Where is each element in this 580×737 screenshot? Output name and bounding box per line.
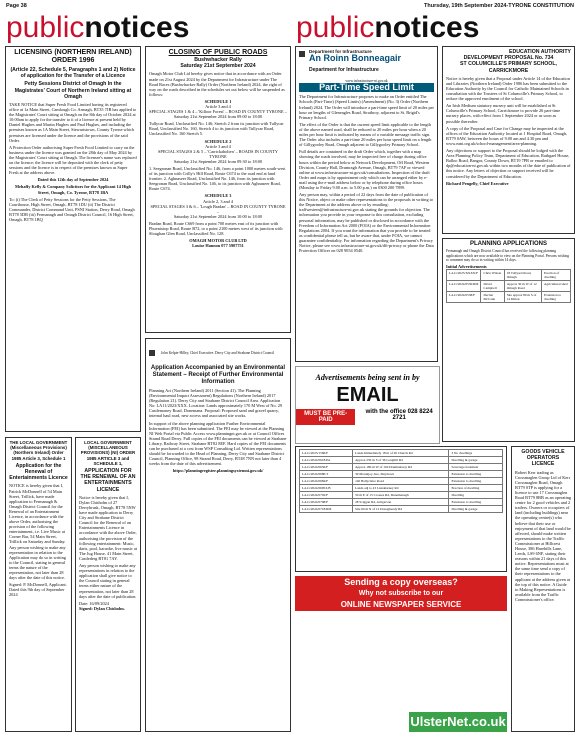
- banner-word-notices-2: notices: [374, 11, 480, 44]
- schedule2-details: 1. Seegronan Road, Unclassified No. 146, from a point 1000 metres south-west of its junction with Crilly's Hill Road, Route C674 to the road end at land frontier. 2. Aghnaseer Road, Unclassified No. 146, from its junction with Seegronan Road, Unclassified No. 146, to its junction with Aghnaseer Road, Route C674.: [149, 166, 286, 192]
- fodc-cell: LA11/2024/0558/F: [447, 292, 481, 303]
- ent2-signed: Signed: Dylan Chisholm.: [79, 605, 125, 611]
- table-row: [447, 281, 571, 292]
- schedule2-stage: SPECIAL STAGES 2 & 5 – 'Carrickaholten' – ROADS IN COUNTY TYRONE: [158, 148, 278, 159]
- ent2-sub: APPLICATION FOR THE RENEWAL OF AN ENTERTAINMENTS LICENCE: [80, 468, 136, 493]
- fodc-planning-applications: [442, 238, 575, 442]
- schedule2-time: Saturday 21st September 2024 from 09:30 to 18:00: [173, 158, 263, 164]
- schedule2-article: Article 3 and 4: [205, 143, 231, 149]
- dfi-logos: [299, 49, 434, 79]
- dcs-cell: Extension to dwelling: [449, 478, 503, 485]
- dfi-url[interactable]: www.infrastructure-ni.gov.uk: [345, 79, 388, 83]
- licensing-body1: TAKE NOTICE that Super Fresh Food Limited having its registered office at 1a Main Street, Camlough Co. Armagh, BT35 7JB has applied to the Magistrates' Court sitting at Omagh on the 8th day of October 2024 at 10:00am to apply for the transfer to it of a licence at present held by Daniel Hughes and Martin Hughes and Paul Hughes, and including the premises known as 1A Main Street, Stewartstown, County Tyrone which premises are licensed under the licence and the provisions of the said Order.: [9, 102, 137, 143]
- email-advert-word: EMAIL: [336, 384, 399, 406]
- ea-signatory: Richard Pengelly, Chief Executive: [446, 180, 509, 186]
- banner-word-notices: notices: [84, 11, 190, 44]
- dcs-cell: Erection of dwelling: [449, 485, 503, 492]
- licensing-notice: [5, 46, 141, 432]
- education-authority-notice: [442, 46, 575, 234]
- initial-adverts-heading: Initial Advertisements: [446, 264, 487, 270]
- dfi-name-2: Department for Infrastructure: [309, 67, 379, 73]
- road-closing-title: CLOSING OF PUBLIC ROADS: [168, 49, 268, 56]
- table-row: [447, 292, 571, 303]
- table-row: [300, 457, 503, 464]
- speed-limit-notice: [295, 46, 438, 362]
- table-row: [300, 499, 503, 506]
- speed-limit-body3: Full details are contained in the draft Order which, together with a map showing the roads involved, may be inspected free of charge during office hours within the period below at Network Development, Off Road, Western Division, County Hall, Drumragh Avenue, Omagh, BT79 7AF or viewed online at www.infrastructure-ni.gov.uk/consultations. Inspection of the draft Order and maps is by appointment only which can be arranged either by e-mail using the e-mail address below or by telephone during office hours (Monday to Friday 9.00 a.m. to 5.00 p.m.) on 0300 200 7899.: [299, 149, 430, 190]
- eia-body2: In support of the above planning application Further Environmental Information (FEI) has been submitted. The FEI may be viewed at the Planning NI Web Portal via Public Access www.planningni.gov.uk or at Council Offices Strand Road Derry. Full copies of the FEI documents can be viewed at Strabane Library, Railway Street, Strabane BT82 8EF. Hard copies of the FEI documents can be purchased at a cost from WSP Consulting Ltd. Written representations should be forwarded to the Head of Planning, Derry City and Strabane District Council, Planning Office, 98 Strand Road, Derry, BT48 7NN not later than 4 weeks from the date of this advertisement.: [149, 420, 287, 467]
- prepaid-label: MUST BE PRE-PAID: [296, 409, 355, 425]
- dcs-cell: LA11/2024/0702/F: [300, 492, 353, 499]
- table-row: [447, 270, 571, 281]
- fodc-cell: David Campbell: [481, 281, 504, 292]
- overseas-line3: ONLINE NEWSPAPER SERVICE: [340, 600, 462, 609]
- eia-planning-notice: [145, 338, 291, 732]
- planning-applications-title: PLANNING APPLICATIONS: [469, 241, 547, 247]
- dcs-cell: Dwelling: [449, 492, 503, 499]
- ent2-body2: Any person wishing to make any representations in relation to the application shall give notice to the Council stating in general terms either nature of the representation, not later than 28 days after the date of publication.: [79, 563, 137, 599]
- table-row: [300, 450, 503, 457]
- schedule3-time: Saturday 21st September 2024 from 10:00 to 18:00: [173, 213, 263, 219]
- goods-vehicle-notice: [511, 446, 575, 732]
- overseas-line2: Why not subscribe to our: [358, 590, 444, 597]
- fodc-cell: Agricultural shed: [542, 281, 571, 292]
- fodc-cell: Site approx 80 m S of 14 Killen: [504, 292, 541, 303]
- dcs-cell: Extension to dwelling: [449, 499, 503, 506]
- dcs-cell: LA11/2024/0656/F: [300, 464, 353, 471]
- ent2-date: Date: 16/09/2024: [79, 600, 109, 606]
- planning-applications-intro: Fermanagh and Omagh District Council has received the following planning applications which are now available to view on the Planning Portal. Persons wishing to comment may do so in writing within 14 days.: [446, 249, 570, 262]
- dfi-logo-icon: [299, 51, 305, 57]
- ea-body1: Notice is hereby given that a Proposal under Article 14 of the Education and Libraries (Northern Ireland) Order 1986 has been submitted to the Education Authority by the Council for Catholic Maintained Schools in consultation with the Trustees of St Columcille's Primary School, to reduce the approved enrolment of the school.: [446, 75, 570, 102]
- speed-limit-title: Part-Time Speed Limit: [299, 83, 434, 92]
- schedule2-heading: SCHEDULE 2: [204, 138, 232, 144]
- speed-limit-body2: The effect of the Order is that the current speed limit applicable to the length of the above named road, shall be reduced to 20 miles per hour when a 20 miles per hour limit is indicated by means of a variable message traffic sign. The Order also includes a part-time 20 miles per hour speed limit on a length of Gillygooley Road, Omagh adjacent to Gillygooley Primary School.: [299, 121, 432, 148]
- schedule1-heading: SCHEDULE 1: [204, 98, 232, 104]
- schedule3-heading: SCHEDULE 3: [204, 193, 232, 199]
- office-label: with the office 028 8224 2721: [365, 409, 433, 421]
- table-row: [300, 485, 503, 492]
- table-row: [300, 492, 503, 499]
- licensing-solicitors: Mehaffy Kelly & Company Solicitors for the Applicant 14 High Street, Omagh, Co. Tyrone, BT78 1BA: [14, 184, 132, 195]
- table-row: [300, 506, 503, 513]
- dfi-name-1: Department for Infrastructure: [309, 49, 372, 54]
- banner-right: [296, 12, 479, 44]
- dcs-cell: LA11/2024/0695/LB: [300, 485, 353, 492]
- speed-limit-body4: Any person may, within a period of 22 days from the date of publication of this Notice, object or make other representations to the proposals in writing to the Department at the address above or by emailing: traffwestern@infrastructure-ni.gov.uk stating the grounds for objection. The information you provide in your response to this consultation, excluding personal information, may be published or disclosed in accordance with the Freedom of Information Act 2000 (FOIA) or the Environmental Information Regulations 2004. If you want the information that you provide to be treated as confidential please tell us, but be aware that, under FOIA, we cannot guarantee confidentiality. For information regarding the Department's Privacy Notice, please see www.infrastructure-ni.gov.uk/dfi-privacy or phone the Data Protection Officer on 028 9054 0540.: [299, 192, 434, 254]
- eia-title: Application Accompanied by an Environmental Statement – Receipt of Further Environmental Information: [150, 365, 286, 385]
- fodc-cell: Approx 30 m W of 12 Omagh Road: [504, 281, 541, 292]
- goods-vehicle-title: GOODS VEHICLE OPERATORS LICENCE: [521, 449, 565, 468]
- dcs-cell: 3 No dwellings: [449, 450, 503, 457]
- dcs-cell: Site 60 m N of 12 Donagheady Rd: [353, 506, 449, 513]
- entertainment-notice-2: [75, 437, 141, 732]
- dcs-cell: LA11/2024/0618/PA: [300, 457, 353, 464]
- road-closing-notice: [145, 46, 291, 333]
- dcs-cell: LA11/2024/0680/T: [300, 471, 353, 478]
- licensing-dated: Dated this 12th day of September 2024: [37, 177, 109, 183]
- entertainment-notice-1: [5, 437, 72, 732]
- table-row: [300, 471, 503, 478]
- dcs-cell: Sewerage treatment: [449, 464, 503, 471]
- dcs-cell: Dwelling & garage: [449, 506, 503, 513]
- dcs-cell: LA11/2023/1566/F: [300, 450, 353, 457]
- email-advert-top: Advertisements being sent in by: [315, 373, 420, 382]
- dcs-cell: 28 Sciggan Rd, Artigarvan: [353, 499, 449, 506]
- banner-left: [6, 12, 189, 44]
- overseas-line1: Sending a copy overseas?: [344, 577, 458, 587]
- schedule3-article: Article 2, 3 and 4: [203, 198, 233, 204]
- dcs-planning-table: [299, 449, 503, 513]
- fodc-cell: Erection of dwelling: [542, 270, 571, 281]
- eia-portal-link[interactable]: https://planningregister.planningsystemni.gov.uk/: [172, 468, 264, 474]
- goods-vehicle-body: Robert Kerr trading as Crossmaglen Group Ltd of Kerr Crossmaglen Road, Omagh BT79 0TP is applying for a licence to use 17 Crossmaglen Road BT79 8RB as an operating centre for 2 good vehicles and 2 trailers. Owners or occupiers of land (including buildings) near the operating centre(s) who believe that their use or enjoyment of that land would be affected, should make written representations to the Traffic Commissioner at Hillcrest House, 386 Harehills Lane, Leeds, LS9 6NF, stating their reasons within 21 days of this notice. Representations must at the same time send a copy of their representations to the applicant at the address given at the top of this notice. A Guide to Making Representations is available from the Traffic Commissioner's office.: [515, 469, 571, 602]
- licensing-title: LICENSING (NORTHERN IRELAND) ORDER 1996: [14, 49, 132, 64]
- schedule1-time: Saturday 21st September 2024 from 09:00 to 18:00: [173, 114, 263, 120]
- fodc-cell: Chris Wilson: [481, 270, 504, 281]
- licensing-recipients: To: (i) The Clerk of Petty Sessions for the Petty Sessions, The Courthouse, High Street, Omagh, BT78 1DU (ii) The District Commander, District Command Unit, PSNI Station, Derry Road, Omagh BT78 5DR (iii) Fermanagh and Omagh District Council, 16 High Street, Omagh, BT78 1BQ: [9, 196, 135, 222]
- speed-limit-body1: The Department for Infrastructure proposes to make an Order entitled The Schools (Part-Time) (Speed Limits) (Amendment) (No. 3) Order (Northern Ireland) 2024. The Order will introduce a part-time speed limit of 20 miles per hour on lengths of Gleneagles Road, Strathroy, adjacent to St. Brigid's Primary School.: [299, 94, 434, 120]
- schedule3-details: Bradan Road, Route C669 from a point 700 metres east of its junction with Phoenixtop Road, Route B72, to a point 2100 metres west of its junction with Sloughan Glen Road, Unclassified No. 128.: [149, 220, 283, 237]
- road-closing-sub1: Bushwhacker Rally: [194, 57, 242, 63]
- schedule1-details: Tullycar Road, Unclassified No. 146; Stretch 2 from its junction with Tullycar Road, Unclassified No. 160, Stretch 4 to its junction with Tullycar Road, Unclassified No. 160 Stretch 5.: [149, 121, 284, 137]
- road-closing-contact: Louise Hannon 077 5907751: [192, 243, 244, 249]
- fodc-cell: LA11/2024/0550/RM: [447, 281, 481, 292]
- fodc-cell: 18 Tullyard Road, Omagh: [504, 270, 541, 281]
- licensing-sub1: (Article 22, Schedule 5, Paragraphs 1 and 2) Notice of application for the Transfer of a Licence: [10, 67, 136, 80]
- ent2-body: Notice is hereby given that I, Dylan Chisholm of 27 Derrybrusk, Omagh, BT78 5NW have made application to Derry City and Strabane District Council for the Renewal of an Entertainments Licence in accordance with the above Order, authorising the provision of the following entertainment: Music, darts, pool, karaoke, live music at The Jug House, 41 Main Street, Castlederg BT81 7AY.: [79, 494, 137, 561]
- dcs-cell: Approx 180 m W of 104 Drumnabuoy Rd: [353, 464, 449, 471]
- table-row: [300, 464, 503, 471]
- dcs-cell: Approx 250 m S of 36 Longhill Rd: [353, 457, 449, 464]
- ea-school: ST COLUMCILLE'S PRIMARY SCHOOL, CARRICKMORE: [460, 61, 557, 74]
- dcs-cell: Lands adj to 43 Lisnaharney Rd: [353, 485, 449, 492]
- issue-date: Thursday, 19th September 2024-TYRONE CONSTITUTION: [424, 3, 574, 9]
- road-closing-sub2: Saturday 21st September 2024: [180, 63, 256, 70]
- ent1-sub: Application for the Renewal of Entertainments Licence: [9, 462, 68, 482]
- council-logo-icon: [149, 350, 155, 356]
- banner-word-public-2: public: [296, 11, 375, 44]
- dcs-cell: 50 m E of 15 Crosses Rd, Dunamanagh: [353, 492, 449, 499]
- eia-body: Planning Act (Northern Ireland) 2011 (Section 41). The Planning (Environmental Impact Assessment) Regulations (Northern Ireland) 2017 (Regulation 21). Derry City and Strabane District Council Area. Application No: LA11/2023/XXX. Location: Lands approximately 170 M West of No. 29 Castlemoney Road, Donemana. Proposal: Proposed sand and gravel quarry, internal haul road, new access and associated site works.: [149, 388, 283, 419]
- page-number: Page 38: [6, 3, 27, 9]
- road-closing-body: Omagh Motor Club Ltd hereby gives notice that in accordance with an Order made on 21st August 2024 by the Department for Infrastructure under The Road Races (Bushwhacker Rally) Order (Northern Ireland) 2024, the right of way on the roads described in the schedules set out below will be suspended as follows:: [149, 71, 285, 97]
- dcs-cell: 39 Mountjoy Ave, Maydown: [353, 471, 449, 478]
- fodc-cell: LA11/2023/XXXX/F: [447, 270, 481, 281]
- dcs-cell: LA11/2024/0684/F: [300, 478, 353, 485]
- ulsternet-logo[interactable]: UlsterNet.co.uk: [409, 712, 507, 732]
- fodc-cell: Declan McCann: [481, 292, 504, 303]
- ent1-signed: Signed: P. McDonnell, Applicant. Dated this 9th day of September 2024: [9, 582, 67, 598]
- dcs-cell: LA11/2024/0708/F: [300, 499, 353, 506]
- ea-proposal: DEVELOPMENT PROPOSAL No. 734: [463, 55, 554, 62]
- ent2-title: LOCAL GOVERNMENT (MISCELLANEOUS PROVISIONS) (NI) ORDER 1985 ARTICLE 3 and SCHEDULE 1,: [80, 440, 136, 466]
- dcs-cell: Lands Immediately 18 m of 26 Church Rd: [353, 450, 449, 457]
- overseas-advert: [295, 576, 507, 611]
- licensing-body2: A Protection Order authorising Super Fresh Food Limited to carry on the business under the licence was granted on the 28th day of May 2024 by the Magistrates' Court sitting at Omagh. The licensee's name was replaced on the licence; the licence will be deposited with the clerk of petty sessions and the licence is in respect of the premises known as Super Fresh at the address above.: [9, 144, 137, 176]
- dcs-cell: Extension to dwelling: [449, 471, 503, 478]
- council-logos: [149, 341, 287, 365]
- dcs-cell: 140 Ballyclaire Road: [353, 478, 449, 485]
- ea-org: EDUCATION AUTHORITY: [509, 49, 571, 55]
- schedule1-article: Article 3 and 4: [205, 103, 231, 109]
- table-row: [300, 478, 503, 485]
- dcs-cell: Dwelling & garage: [449, 457, 503, 464]
- licensing-sub2: Petty Sessions District of Omagh In the Magistrates' Court of Northern Ireland sitting at Omagh: [14, 81, 132, 100]
- ea-body2: An Irish Medium statutory nursery unit will be established at St Columcille's Primary School, Carrickmore to provide 26 part-time nursery places, with effect from 1 September 2024 or as soon as possible thereafter.: [446, 103, 561, 124]
- dcs-planning-list: [295, 446, 507, 572]
- dcs-cell: LA11/2024/0718/RM: [300, 506, 353, 513]
- ent1-title: THE LOCAL GOVERNMENT (Miscellaneous Provisions) (Northern Ireland) Order 1985 Article 3, Schedule 1: [9, 440, 68, 461]
- banner-word-public: public: [6, 11, 85, 44]
- ea-body4: Any objections or support to the Proposal should be lodged with the Area Planning Policy Team, Department of Education, Rathgael House, Balloo Road, Bangor, County Down, BT19 7PR or emailed to dp@education-ni.gov.uk within two months of the date of publication of this notice. Any letters of objection or support received will be considered by the Department of Education.: [446, 148, 571, 179]
- schedule1-stage: SPECIAL STAGES 1 & 4 – 'Killoor Forest' – ROAD IN COUNTY TYRONE –: [149, 109, 287, 115]
- schedule3-stage: SPECIAL STAGES 3 & 6 – 'Lough Bradan' – ROAD IN COUNTY TYRONE –: [150, 203, 286, 214]
- fodc-planning-table: [446, 269, 571, 303]
- council-logo-text: John Kelpie-Hilley, Chief Executive. Derry City and Strabane District Council: [161, 350, 275, 355]
- fodc-cell: Extension to dwelling: [542, 292, 571, 303]
- road-closing-signatory: OMAGH MOTOR CLUB LTD: [189, 238, 247, 244]
- email-advert: [295, 366, 440, 444]
- dfi-name-irish: An Roinn Bonneagair: [309, 53, 401, 63]
- ent1-body: NOTICE is hereby given that I, Patrick McDonnell of 54 Main Street, Trillick, have made application to Fermanagh & Omagh District Council for the Renewal of an Entertainment Licence, in accordance with the above Order, authorising the provision of the following entertainment, i.e. Live Music at Corner Bar, 54 Main Street, Trillick on Saturday and Sunday. Any person wishing to make any representation in relation to the Application may do so in writing to the Council, stating in general terms the nature of the representation, not later than 28 days after the date of this notice.: [9, 483, 66, 581]
- ea-body3: A copy of the Proposal and Case for Change may be inspected at the offices of the Education Authority located at 1 Hospital Road, Omagh, BT79 0AW, between the hours of 9.00 am and 4.30 pm and www.eani.org.uk/school-management/area-planning.: [446, 125, 568, 146]
